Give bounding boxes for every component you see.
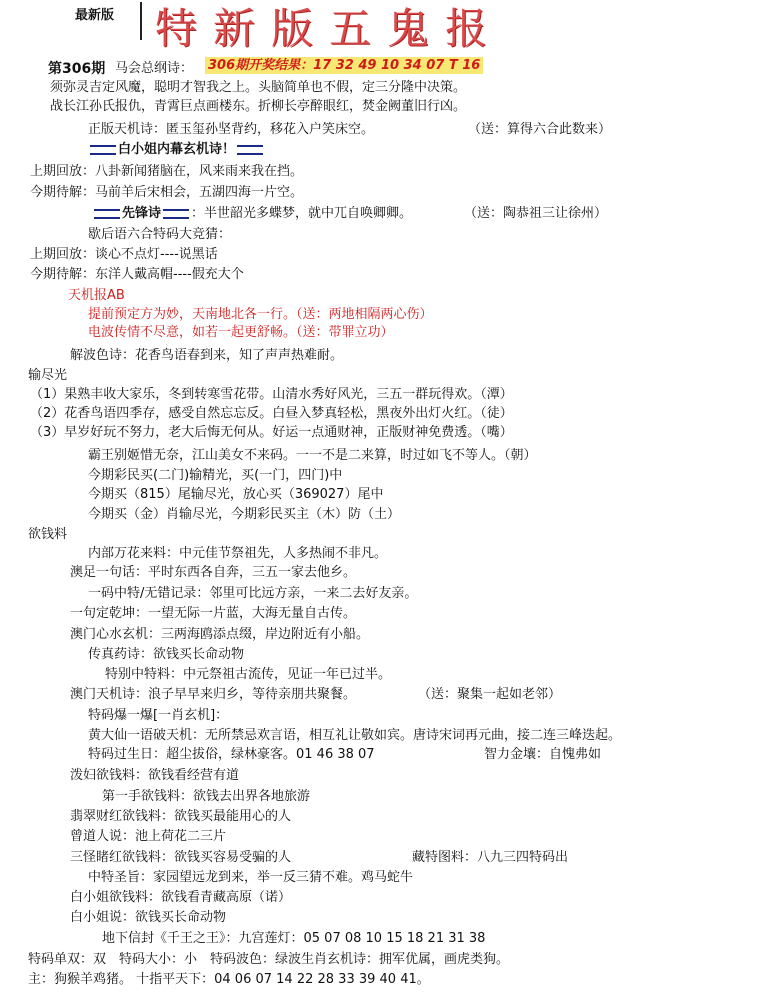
line-47: 白小姐欲钱料：欲钱看青藏高原（诺）: [70, 890, 292, 905]
line-15: 提前预定方为妙，天南地北各一行。（送：两地相隔两心伤）: [88, 307, 433, 322]
line-37: 黄大仙一语破天机：无所禁忌欢言语，相互礼让敬如宾。唐诗宋词再元曲，接二连三峰迭起。: [88, 728, 622, 743]
line-4: （送：算得六合此数来）: [468, 122, 612, 137]
double-bar: [90, 145, 116, 155]
line-23: 今期彩民买(二门)输精光，买(一门，四门)中: [88, 468, 343, 483]
line-25: 今期买（金）肖输尽光，今期彩民买主（木）防（土）: [88, 507, 401, 522]
line-40: 泼妇欲钱料：欲钱看经营有道: [70, 768, 240, 783]
line-19: （1）果熟丰收大家乐，冬到转寒雪花带。山清水秀好风光，三五一群玩得欢。（潭）: [30, 387, 513, 402]
divider: [140, 2, 142, 40]
line-48: 白小姐说：欲钱买长命动物: [70, 910, 227, 925]
line-10: （送：陶恭祖三让徐州）: [464, 206, 608, 221]
double-bar: [163, 209, 189, 219]
line-49: 地下信封《千王之王》：九宫莲灯：05 07 08 10 15 18 21 31 38: [102, 931, 486, 946]
line-39: 智力金壤：自愧弗如: [484, 747, 602, 762]
line-13: 今期待解：东洋人戴高帽----假充大个: [30, 267, 244, 282]
line-35: （送：聚集一起如老邻）: [418, 687, 562, 702]
line-3: 正版天机诗：匿玉玺孙坚背约，移花入户笑床空。: [88, 122, 375, 137]
line-2: 战长江孙氏报仇，青霄巨点画楼东。折柳长亭醉眼红，焚金阙董旧行凶。: [50, 99, 467, 114]
line-43: 曾道人说：池上荷花二三片: [70, 829, 227, 844]
line-21: （3）早岁好玩不努力，老大后悔无何从。好运一点通财神，正版财神免费透。（嘴）: [30, 425, 513, 440]
line-8-wrap: [92, 205, 412, 223]
line-28: 澳足一句话：平时东西各自奔，三五一家去他乡。: [70, 565, 357, 580]
line-24: 今期买（815）尾输尽光，放心买（369027）尾中: [88, 487, 384, 502]
line-31: 澳门心水玄机：三两海鸥添点缀，岸边附近有小船。: [70, 627, 370, 642]
line-45: 藏特图料：八九三四特码出: [412, 850, 569, 865]
line-5: 白小姐内幕玄机诗！: [118, 142, 236, 157]
line-22: 霸王别姬惜无奈，江山美女不来码。一一不是二来算，时过如飞不等人。（朝）: [88, 448, 537, 463]
line-17: 解波色诗：花香鸟语春到来，知了声声热难耐。: [70, 348, 344, 363]
line-51: 主：狗猴羊鸡猪。 十指平天下：04 06 07 14 22 28 33 39 40 41。: [28, 972, 430, 987]
line-32: 传真药诗：欲钱买长命动物: [88, 647, 245, 662]
latest-edition-label: 最新版: [75, 8, 115, 23]
line-0: 马会总纲诗：: [115, 61, 194, 76]
lottery-result: 306期开奖结果：17 32 49 10 34 07 T 16: [205, 57, 483, 74]
line-41: 第一手欲钱料：欲钱去出界各地旅游: [102, 789, 311, 804]
line-33: 特别中特料：中元祭祖古流传，见证一年已过半。: [105, 667, 392, 682]
line-9: ：半世韶光多蝶梦，就中兀自唤卿卿。: [191, 206, 413, 221]
line-8: 先锋诗: [122, 206, 162, 221]
line-11: 歇后语六合特码大竞猜：: [88, 227, 232, 242]
line-30: 一句定乾坤：一望无际一片蓝，大海无量自古传。: [70, 606, 357, 621]
line-42: 翡翠财红欲钱料：欲钱买最能用心的人: [70, 809, 292, 824]
line-5-wrap: [88, 141, 265, 159]
line-20: （2）花香鸟语四季存，感受自然忘忘反。白昼入梦真轻松，黑夜外出灯火红。（徒）: [30, 406, 513, 421]
line-36: 特码爆一爆[一肖玄机]：: [88, 708, 229, 723]
double-bar: [94, 209, 120, 219]
line-46: 中特圣旨：家园望远龙到来，举一反三猜不难。鸡马蛇牛: [88, 870, 414, 885]
line-29: 一码中特/无错记录：邻里可比远方亲，一来二去好友亲。: [88, 586, 418, 601]
page-title: 特新版五鬼报: [155, 4, 504, 53]
line-1: 须弥灵吉定风魔，聪明才智我之上。头脑简单也不假，定三分隆中决策。: [50, 80, 467, 95]
issue-number: 第306期: [48, 61, 106, 77]
line-12: 上期回放：谈心不点灯----说黑话: [30, 247, 218, 262]
line-16: 电波传情不尽意，如若一起更舒畅。（送：带罪立功）: [88, 325, 394, 340]
line-34: 澳门天机诗：浪子早早来归乡，等待亲朋共聚餐。: [70, 687, 357, 702]
line-18: 输尽光: [28, 368, 68, 383]
line-44: 三怪睹红欲钱料：欲钱买容易受骗的人: [70, 850, 292, 865]
line-26: 欲钱料: [28, 527, 68, 542]
line-50: 特码单双：双 特码大小：小 特码波色：绿波生肖玄机诗：拥军优属，画虎类狗。: [28, 952, 510, 967]
line-14: 天机报AB: [68, 288, 125, 303]
line-7: 今期待解：马前羊后宋相会，五湖四海一片空。: [30, 185, 304, 200]
line-27: 内部万花来料：中元佳节祭祖先，人多热闹不非凡。: [88, 546, 388, 561]
line-38: 特码过生日：超尘拔俗，绿林豪客。01 46 38 07: [88, 747, 375, 762]
line-6: 上期回放：八卦新闻猪脑在，风来雨来我在挡。: [30, 164, 304, 179]
double-bar: [237, 145, 263, 155]
